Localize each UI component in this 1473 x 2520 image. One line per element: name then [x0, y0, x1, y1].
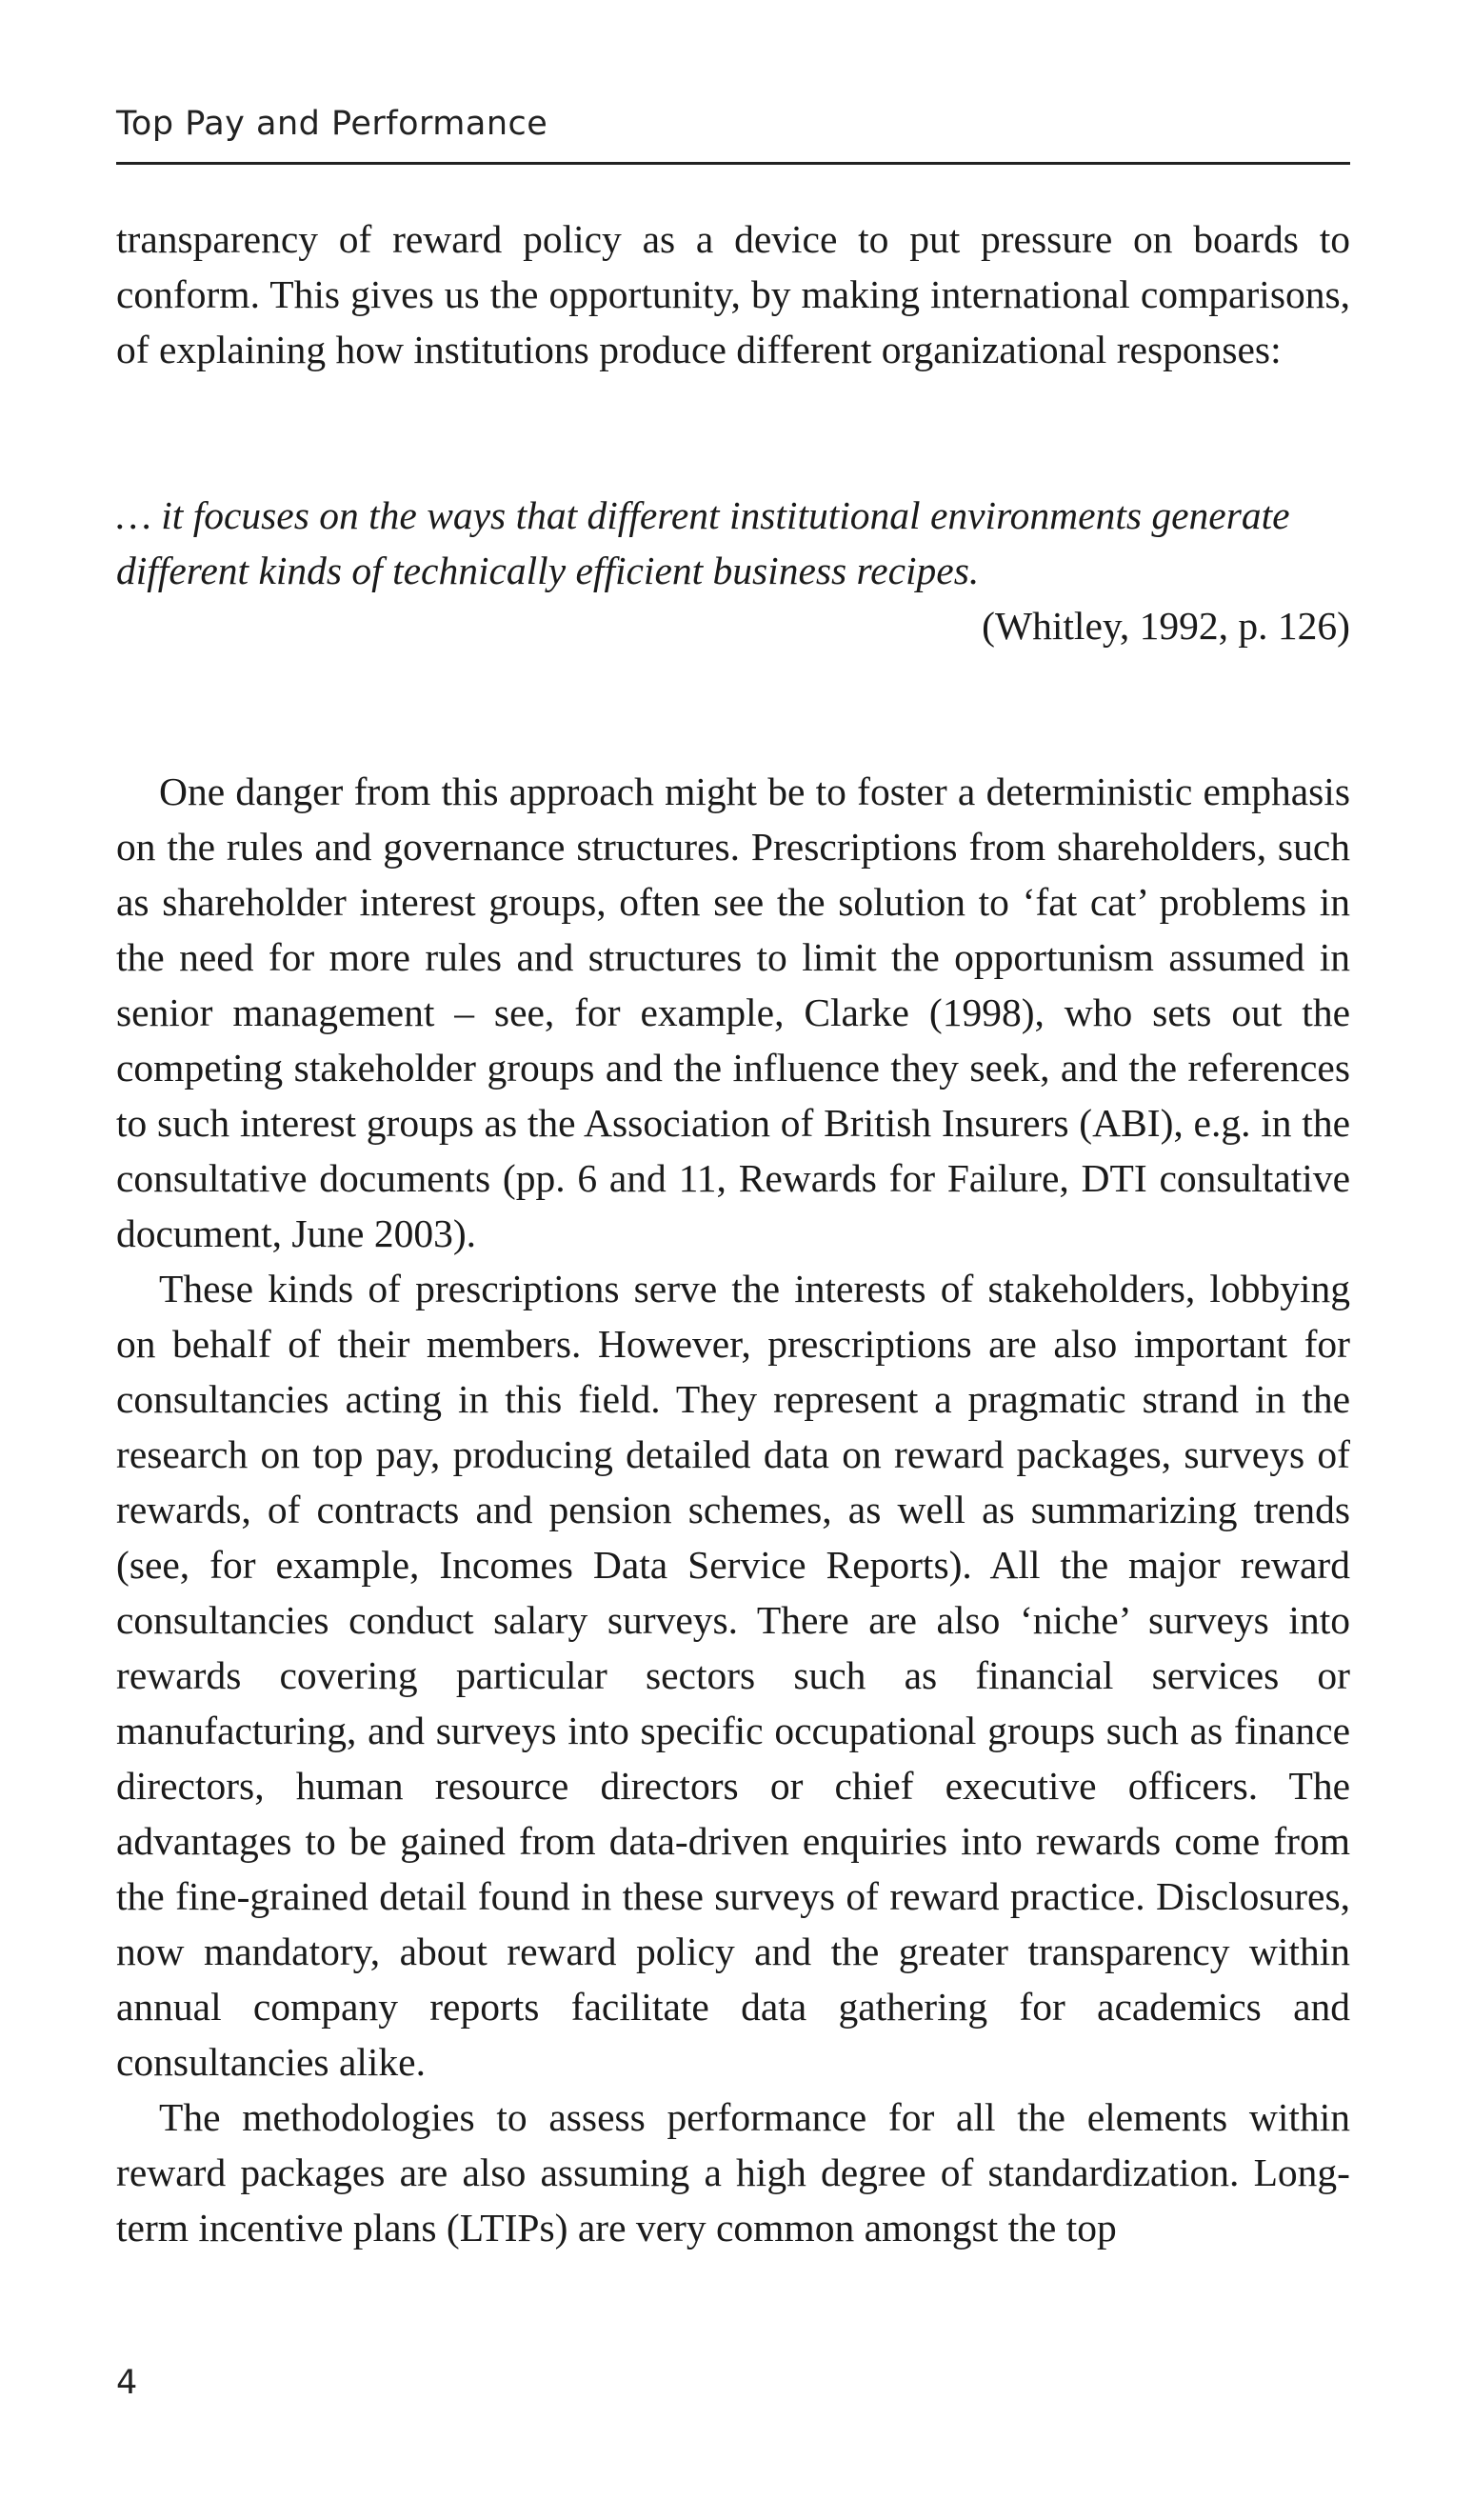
page-number: 4: [116, 2364, 138, 2402]
paragraph-danger: One danger from this approach might be to foster a deterministic emphasis on the rules and governance structures. Prescriptions from shareholders, such as shareholder interest groups, often see the solution to ‘fat cat’ problems in the need for more rules and structures to limit the opportunism assumed in senior management – see, for example, Clarke (1998), who sets out the competing stakeholder groups and the influence they seek, and the references to such interest groups as the Association of British Insurers (ABI), e.g. in the consultative documents (pp. 6 and 11, Rewards for Failure, DTI consultative document, June 2003).: [116, 770, 1350, 1255]
header-rule: [116, 162, 1350, 165]
quote-citation: (Whitley, 1992, p. 126): [982, 604, 1350, 648]
paragraph-prescriptions: These kinds of prescriptions serve the interests of stakeholders, lobbying on behalf of their members. However, prescriptions are also important for consultancies acting in this field. They represent a pragmatic strand in the research on top pay, producing detailed data on reward packages, surveys of rewards, of contracts and pension schemes, as well as summarizing trends (see, for example, Incomes Data Service Reports). All the major reward consultancies conduct salary surveys. There are also ‘niche’ surveys into rewards covering particular sectors such as financial services or manufacturing, and surveys into specific occupational groups such as finance directors, human resource directors or chief executive officers. The advantages to be gained from data-driven enquiries into rewards come from the fine-grained detail found in these surveys of reward practice. Disclosures, now mandatory, about reward policy and the greater transparency within annual company reports facilitate data gathering for academics and consultancies alike.: [116, 1267, 1350, 2084]
body-text: [116, 211, 1350, 2255]
book-page: [116, 0, 1350, 2520]
running-head: Top Pay and Performance: [116, 105, 548, 143]
paragraph-methodologies: The methodologies to assess performance for all the elements within reward packages are also assuming a high degree of standardization. Long-term incentive plans (LTIPs) are very common amongst the top: [116, 2095, 1350, 2250]
block-quote: … it focuses on the ways that different institutional environments generate different kinds of technically efficient business recipes.: [116, 493, 1290, 592]
paragraph-opening: transparency of reward policy as a device to put pressure on boards to conform. This gives us the opportunity, by making international comparisons, of explaining how institutions produce different organizational responses:: [116, 217, 1350, 371]
